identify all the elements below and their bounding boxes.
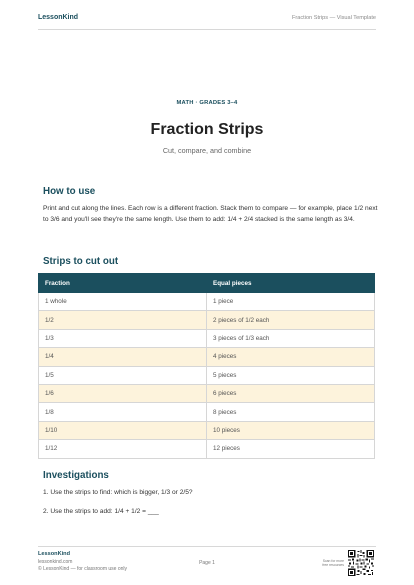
fraction-strips-table [38, 273, 375, 459]
brand-logo[interactable]: LessonKind [38, 14, 79, 21]
table-row [39, 311, 375, 329]
footer-copyright: © LessonKind — for classroom use only [38, 566, 128, 572]
fraction-cell: 1/8 [39, 403, 207, 421]
footer-brand: LessonKind [38, 551, 71, 557]
investigation-item: 1. Use the strips to find: which is bigger, 1/3 or 2/5? [43, 489, 193, 496]
pieces-cell: 12 pieces [207, 440, 375, 458]
pieces-cell: 8 pieces [207, 403, 375, 421]
investigation-item: 2. Use the strips to add: 1/4 + 1/2 = ___ [43, 508, 159, 515]
header-divider [38, 29, 376, 30]
fraction-cell: 1/2 [39, 311, 207, 329]
table-row [39, 440, 375, 458]
pieces-cell: 2 pieces of 1/2 each [207, 311, 375, 329]
fraction-cell: 1/4 [39, 348, 207, 366]
table-row [39, 403, 375, 421]
subject-kicker: MATH · GRADES 3–4 [176, 100, 238, 106]
table-row [39, 384, 375, 402]
table-header-row [39, 274, 375, 293]
table-row [39, 366, 375, 384]
how-to-use-heading: How to use [43, 186, 96, 197]
page-title: Fraction Strips [150, 121, 264, 138]
qr-code-icon[interactable] [348, 550, 374, 576]
fraction-cell: 1 whole [39, 293, 207, 311]
pieces-cell: 3 pieces of 1/3 each [207, 329, 375, 347]
fraction-cell: 1/6 [39, 384, 207, 402]
how-to-use-text: Print and cut along the lines. Each row is a different fraction. Stack them to compare — for example, place 1/2 next to 3/6 and you'll see they're the same length. Use them to add: 1/4 + 2/4 stacked is the same length as 3/4. [43, 205, 378, 223]
pieces-cell: 6 pieces [207, 384, 375, 402]
table-row [39, 329, 375, 347]
fraction-cell: 1/5 [39, 366, 207, 384]
fraction-cell: 1/12 [39, 440, 207, 458]
table-row [39, 293, 375, 311]
strips-heading: Strips to cut out [43, 256, 119, 267]
fraction-cell: 1/3 [39, 329, 207, 347]
pieces-cell: 5 pieces [207, 366, 375, 384]
investigations-heading: Investigations [43, 470, 109, 481]
page-header [38, 14, 376, 28]
table-row [39, 348, 375, 366]
document-title: Fraction Strips — Visual Template [291, 15, 376, 21]
column-header-equal-pieces: Equal pieces [207, 274, 375, 293]
column-header-fraction: Fraction [39, 274, 207, 293]
footer-site-link[interactable]: lessonkind.com [38, 559, 73, 565]
footer-divider [38, 546, 376, 547]
fraction-cell: 1/10 [39, 421, 207, 439]
qr-caption: Scan for more free resources [322, 559, 344, 567]
table-row [39, 421, 375, 439]
pieces-cell: 10 pieces [207, 421, 375, 439]
pieces-cell: 1 piece [207, 293, 375, 311]
pieces-cell: 4 pieces [207, 348, 375, 366]
page-number: Page 1 [199, 560, 215, 566]
page-subtitle: Cut, compare, and combine [162, 146, 252, 155]
